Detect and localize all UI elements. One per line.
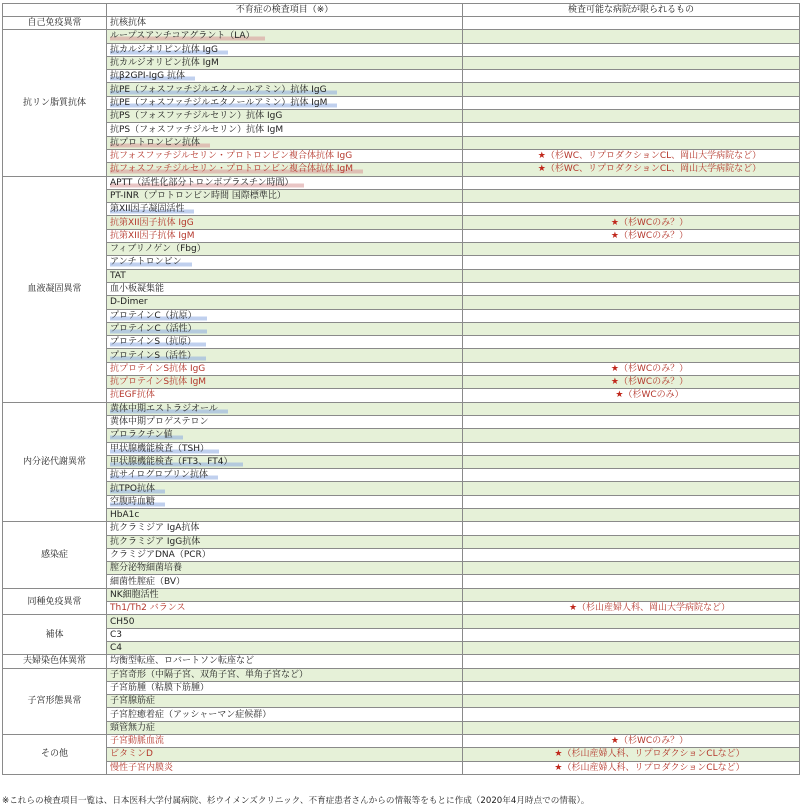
test-item-cell — [107, 43, 463, 56]
test-item-cell — [107, 17, 463, 30]
test-item-cell — [107, 110, 463, 123]
test-item-label: 甲状腺機能検査（TSH） — [110, 444, 219, 454]
table-row — [3, 203, 800, 216]
table-row — [3, 56, 800, 69]
hospital-note-cell — [463, 562, 800, 575]
hospital-note-cell — [463, 110, 800, 123]
test-item-label: 頸管無力症 — [110, 722, 156, 733]
test-item-label: 子宮動脈血流 — [110, 736, 165, 747]
hospital-note: （杉山産婦人科、岡山大学病院など） — [577, 603, 731, 614]
test-item-label: 抗フォスファチジルセリン・プロトロンビン複合体抗体 IgG — [110, 151, 353, 162]
table-row — [3, 70, 800, 83]
footnote: ※これらの検査項目一覧は、日本医科大学付属病院、杉ウイメンズクリニック、不育症患者さんからの情報等をもとに作成（2020年4月時点での情報）。 — [2, 796, 590, 806]
test-item-cell — [107, 748, 463, 761]
test-item-label: Th1/Th2 バランス — [110, 603, 186, 614]
test-item-cell — [107, 602, 463, 615]
table-row — [3, 429, 800, 442]
table-row — [3, 721, 800, 734]
table-row — [3, 482, 800, 495]
test-item-cell — [107, 495, 463, 508]
test-item-cell — [107, 149, 463, 162]
hospital-note: （杉山産婦人科、リプロダクションCLなど） — [562, 762, 745, 773]
hospital-note-cell — [463, 495, 800, 508]
test-item-cell — [107, 30, 463, 43]
test-item-label: 子宮奇形（中隔子宮、双角子宮、単角子宮など） — [110, 669, 309, 680]
star-icon: ★ — [537, 151, 546, 162]
test-item-cell — [107, 429, 463, 442]
test-item-label: プロテインS（抗原） — [110, 337, 206, 347]
test-item-label: プロテインC（活性） — [110, 324, 207, 334]
star-icon: ★ — [610, 736, 619, 747]
hospital-note-cell — [463, 761, 800, 774]
hospital-note-cell — [463, 535, 800, 548]
hospital-note-cell — [463, 229, 800, 242]
test-item-cell — [107, 562, 463, 575]
table-header-row — [3, 4, 800, 17]
table-row — [3, 96, 800, 109]
hospital-note-cell — [463, 735, 800, 748]
test-item-label: D-Dimer — [110, 297, 148, 308]
test-item-label: TAT — [110, 270, 126, 281]
hospital-note-cell — [463, 482, 800, 495]
category-cell: 夫婦染色体異常 — [3, 655, 107, 668]
test-item-label: 膣分泌物細菌培養 — [110, 563, 183, 574]
hospital-note-cell — [463, 721, 800, 734]
hospital-note-cell — [463, 415, 800, 428]
test-item-cell — [107, 56, 463, 69]
test-item-label: NK細胞活性 — [110, 589, 159, 600]
header-limited-hospitals: 検査可能な病院が限られるもの — [463, 4, 800, 17]
test-item-cell — [107, 362, 463, 375]
test-item-label: 抗PE（フォスファチジルエタノールアミン）抗体 IgM — [110, 98, 337, 108]
test-item-cell — [107, 761, 463, 774]
hospital-note-cell — [463, 56, 800, 69]
star-icon: ★ — [610, 363, 619, 374]
hospital-note: （杉WCのみ？） — [618, 736, 689, 747]
test-item-cell — [107, 203, 463, 216]
hospital-note: （杉WCのみ？） — [618, 363, 689, 374]
test-item-cell — [107, 349, 463, 362]
table-row — [3, 43, 800, 56]
table-row — [3, 189, 800, 202]
test-item-cell — [107, 415, 463, 428]
hospital-note-cell — [463, 123, 800, 136]
test-item-cell — [107, 163, 463, 176]
table-row — [3, 376, 800, 389]
hospital-note-cell — [463, 149, 800, 162]
test-item-cell — [107, 708, 463, 721]
hospital-note-cell — [463, 695, 800, 708]
test-item-cell — [107, 216, 463, 229]
star-icon: ★ — [610, 230, 619, 241]
hospital-note-cell — [463, 655, 800, 668]
table-row — [3, 681, 800, 694]
test-item-cell — [107, 83, 463, 96]
test-item-label: 甲状腺機能検査（FT3、FT4） — [110, 457, 243, 467]
table-row — [3, 748, 800, 761]
hospital-note-cell — [463, 389, 800, 402]
hospital-note-cell — [463, 163, 800, 176]
test-item-label: 抗プロテインS抗体 IgM — [110, 377, 207, 388]
test-item-cell — [107, 681, 463, 694]
test-item-label: 抗クラミジア IgG抗体 — [110, 536, 201, 547]
table-row — [3, 136, 800, 149]
test-item-cell — [107, 455, 463, 468]
hospital-note-cell — [463, 429, 800, 442]
test-item-cell — [107, 389, 463, 402]
hospital-note: （杉WC、リプロダクションCL、岡山大学病院など） — [545, 164, 762, 175]
test-item-cell — [107, 136, 463, 149]
table-row — [3, 548, 800, 561]
header-test-items: 不育症の検査項目（※） — [107, 4, 463, 17]
test-item-label: C4 — [110, 643, 123, 654]
table-body — [3, 17, 800, 775]
test-item-cell — [107, 655, 463, 668]
test-item-cell — [107, 269, 463, 282]
hospital-note-cell — [463, 628, 800, 641]
test-item-cell — [107, 588, 463, 601]
table-row — [3, 655, 800, 668]
test-item-label: CH50 — [110, 616, 135, 627]
test-item-label: 抗PE（フォスファチジルエタノールアミン）抗体 IgG — [110, 85, 337, 95]
hospital-note-cell — [463, 282, 800, 295]
hospital-note-cell — [463, 376, 800, 389]
hospital-note-cell — [463, 442, 800, 455]
test-item-label: 抗EGF抗体 — [110, 390, 155, 401]
table-row — [3, 588, 800, 601]
hospital-note-cell — [463, 349, 800, 362]
hospital-note-cell — [463, 522, 800, 535]
table-row — [3, 442, 800, 455]
hospital-note-cell — [463, 30, 800, 43]
test-item-cell — [107, 96, 463, 109]
hospital-note: （杉WCのみ？） — [618, 230, 689, 241]
table-row — [3, 389, 800, 402]
table-row — [3, 415, 800, 428]
category-cell: 自己免疫異常 — [3, 17, 107, 30]
table-row — [3, 243, 800, 256]
star-icon: ★ — [568, 603, 578, 614]
test-item-cell — [107, 482, 463, 495]
test-items-table — [2, 3, 800, 775]
hospital-note-cell — [463, 748, 800, 761]
test-item-cell — [107, 402, 463, 415]
table-row — [3, 282, 800, 295]
test-item-cell — [107, 296, 463, 309]
test-item-label: 抗第XII因子抗体 IgM — [110, 230, 195, 241]
test-item-label: プロテインC（抗原） — [110, 311, 207, 321]
table-row — [3, 216, 800, 229]
table-row — [3, 269, 800, 282]
test-item-cell — [107, 282, 463, 295]
star-icon: ★ — [554, 762, 563, 773]
star-icon: ★ — [615, 390, 624, 401]
table-row — [3, 176, 800, 189]
test-item-label: 血小板凝集能 — [110, 284, 165, 295]
test-item-label: 空腹時血糖 — [110, 497, 165, 507]
hospital-note-cell — [463, 575, 800, 588]
category-cell: 同種免疫異常 — [3, 588, 107, 615]
hospital-note-cell — [463, 83, 800, 96]
table-row — [3, 110, 800, 123]
hospital-note-cell — [463, 216, 800, 229]
test-item-label: ループスアンチコアグラント（LA） — [110, 31, 265, 41]
hospital-note-cell — [463, 269, 800, 282]
category-cell: 抗リン脂質抗体 — [3, 30, 107, 176]
hospital-note-cell — [463, 455, 800, 468]
test-item-cell — [107, 508, 463, 521]
test-item-cell — [107, 243, 463, 256]
test-item-cell — [107, 628, 463, 641]
header-category — [3, 4, 107, 17]
hospital-note-cell — [463, 322, 800, 335]
table-row — [3, 735, 800, 748]
hospital-note-cell — [463, 176, 800, 189]
star-icon: ★ — [537, 164, 546, 175]
category-cell: その他 — [3, 735, 107, 775]
test-item-cell — [107, 615, 463, 628]
test-item-label: クラミジアDNA（PCR） — [110, 550, 211, 561]
category-cell: 内分泌代謝異常 — [3, 402, 107, 522]
hospital-note-cell — [463, 70, 800, 83]
hospital-note: （杉WCのみ？） — [618, 377, 689, 388]
test-item-label: C3 — [110, 629, 123, 640]
test-item-label: 抗フォスファチジルセリン・プロトロンビン複合体抗体 IgM — [110, 164, 363, 174]
test-item-label: 抗第XII因子抗体 IgG — [110, 217, 194, 228]
test-item-cell — [107, 256, 463, 269]
test-item-cell — [107, 336, 463, 349]
hospital-note-cell — [463, 588, 800, 601]
table-row — [3, 602, 800, 615]
test-item-cell — [107, 535, 463, 548]
table-row — [3, 349, 800, 362]
category-cell: 補体 — [3, 615, 107, 655]
test-item-cell — [107, 176, 463, 189]
table-row — [3, 455, 800, 468]
test-item-label: 抗プロテインS抗体 IgG — [110, 363, 206, 374]
table-row — [3, 30, 800, 43]
hospital-note-cell — [463, 309, 800, 322]
table-row — [3, 615, 800, 628]
test-item-cell — [107, 575, 463, 588]
hospital-note-cell — [463, 203, 800, 216]
table-row — [3, 761, 800, 774]
table-row — [3, 695, 800, 708]
test-item-label: HbA1c — [110, 510, 140, 521]
hospital-note-cell — [463, 189, 800, 202]
table-row — [3, 362, 800, 375]
hospital-note-cell — [463, 402, 800, 415]
test-item-cell — [107, 548, 463, 561]
table-row — [3, 322, 800, 335]
test-item-label: 抗PS（フォスファチジルセリン）抗体 IgM — [110, 124, 284, 135]
category-cell: 血液凝固異常 — [3, 176, 107, 402]
test-item-label: 抗PS（フォスファチジルセリン）抗体 IgG — [110, 111, 283, 122]
test-item-cell — [107, 668, 463, 681]
test-item-cell — [107, 322, 463, 335]
test-item-label: 慢性子宮内膜炎 — [110, 762, 174, 773]
table-row — [3, 628, 800, 641]
table-row — [3, 256, 800, 269]
table-row — [3, 535, 800, 548]
test-item-cell — [107, 721, 463, 734]
table-row — [3, 562, 800, 575]
test-item-cell — [107, 376, 463, 389]
test-item-cell — [107, 229, 463, 242]
test-item-label: 抗クラミジア IgA抗体 — [110, 523, 200, 534]
test-item-label: 子宮腔癒着症（アッシャーマン症候群） — [110, 709, 272, 720]
test-item-label: ビタミンD — [110, 749, 153, 760]
table-row — [3, 163, 800, 176]
table-row — [3, 17, 800, 30]
test-item-label: 黄体中期プロゲステロン — [110, 417, 209, 428]
table-row — [3, 123, 800, 136]
hospital-note-cell — [463, 615, 800, 628]
hospital-note-cell — [463, 96, 800, 109]
table-row — [3, 83, 800, 96]
test-item-cell — [107, 522, 463, 535]
hospital-note-cell — [463, 602, 800, 615]
hospital-note-cell — [463, 708, 800, 721]
hospital-note: （杉WCのみ） — [623, 390, 684, 401]
test-item-label: プロラクチン値 — [110, 430, 183, 440]
test-item-cell — [107, 641, 463, 654]
hospital-note: （杉WC、リプロダクションCL、岡山大学病院など） — [545, 151, 762, 162]
test-item-label: 細菌性膣症（BV） — [110, 576, 186, 587]
test-item-label: 第XII因子凝固活性 — [110, 204, 194, 214]
star-icon: ★ — [610, 377, 619, 388]
table-row — [3, 575, 800, 588]
test-item-label: 抗サイログロブリン抗体 — [110, 470, 218, 480]
hospital-note-cell — [463, 508, 800, 521]
test-item-label: 抗カルジオリピン抗体 IgM — [110, 58, 219, 69]
hospital-note-cell — [463, 469, 800, 482]
test-item-label: 抗プロトロンビン抗体 — [110, 138, 210, 148]
hospital-note-cell — [463, 243, 800, 256]
test-item-label: APTT（活性化部分トロンボプラスチン時間） — [110, 178, 304, 188]
category-cell: 感染症 — [3, 522, 107, 588]
hospital-note-cell — [463, 548, 800, 561]
hospital-note-cell — [463, 362, 800, 375]
table-row — [3, 469, 800, 482]
test-item-label: 均衡型転座、ロバートソン転座など — [110, 656, 255, 667]
test-item-label: 抗β2GPI-IgG 抗体 — [110, 71, 195, 81]
table-row — [3, 495, 800, 508]
hospital-note-cell — [463, 296, 800, 309]
table-row — [3, 708, 800, 721]
test-item-cell — [107, 735, 463, 748]
table-row — [3, 668, 800, 681]
test-item-cell — [107, 695, 463, 708]
hospital-note-cell — [463, 17, 800, 30]
table-row — [3, 402, 800, 415]
table-row — [3, 522, 800, 535]
hospital-note-cell — [463, 43, 800, 56]
test-item-label: PT-INR（プロトロンビン時間 国際標準比） — [110, 191, 286, 201]
test-item-label: プロテインS（活性） — [110, 351, 206, 361]
hospital-note-cell — [463, 641, 800, 654]
hospital-note-cell — [463, 256, 800, 269]
hospital-note-cell — [463, 136, 800, 149]
test-item-cell — [107, 442, 463, 455]
test-item-label: 子宮筋腫（粘膜下筋腫） — [110, 682, 210, 693]
star-icon: ★ — [610, 217, 619, 228]
hospital-note: （杉WCのみ？） — [618, 217, 689, 228]
table-row — [3, 309, 800, 322]
category-cell: 子宮形態異常 — [3, 668, 107, 734]
test-item-label: 子宮腺筋症 — [110, 696, 156, 707]
star-icon: ★ — [554, 749, 563, 760]
table-row — [3, 149, 800, 162]
test-item-label: 抗核抗体 — [110, 18, 147, 29]
test-item-cell — [107, 123, 463, 136]
hospital-note-cell — [463, 336, 800, 349]
hospital-note-cell — [463, 668, 800, 681]
test-item-label: 抗カルジオリピン抗体 IgG — [110, 45, 228, 55]
test-item-cell — [107, 70, 463, 83]
table-row — [3, 229, 800, 242]
table-row — [3, 641, 800, 654]
table-row — [3, 336, 800, 349]
test-item-cell — [107, 469, 463, 482]
test-item-cell — [107, 189, 463, 202]
table-row — [3, 296, 800, 309]
test-item-label: アンチトロンビン — [110, 257, 192, 267]
test-item-label: フィブリノゲン（Fbg） — [110, 244, 206, 255]
hospital-note-cell — [463, 681, 800, 694]
hospital-note: （杉山産婦人科、リプロダクションCLなど） — [562, 749, 745, 760]
table-row — [3, 508, 800, 521]
test-item-cell — [107, 309, 463, 322]
test-item-label: 抗TPO抗体 — [110, 484, 165, 494]
test-item-label: 黄体中期エストラジオール — [110, 404, 228, 414]
